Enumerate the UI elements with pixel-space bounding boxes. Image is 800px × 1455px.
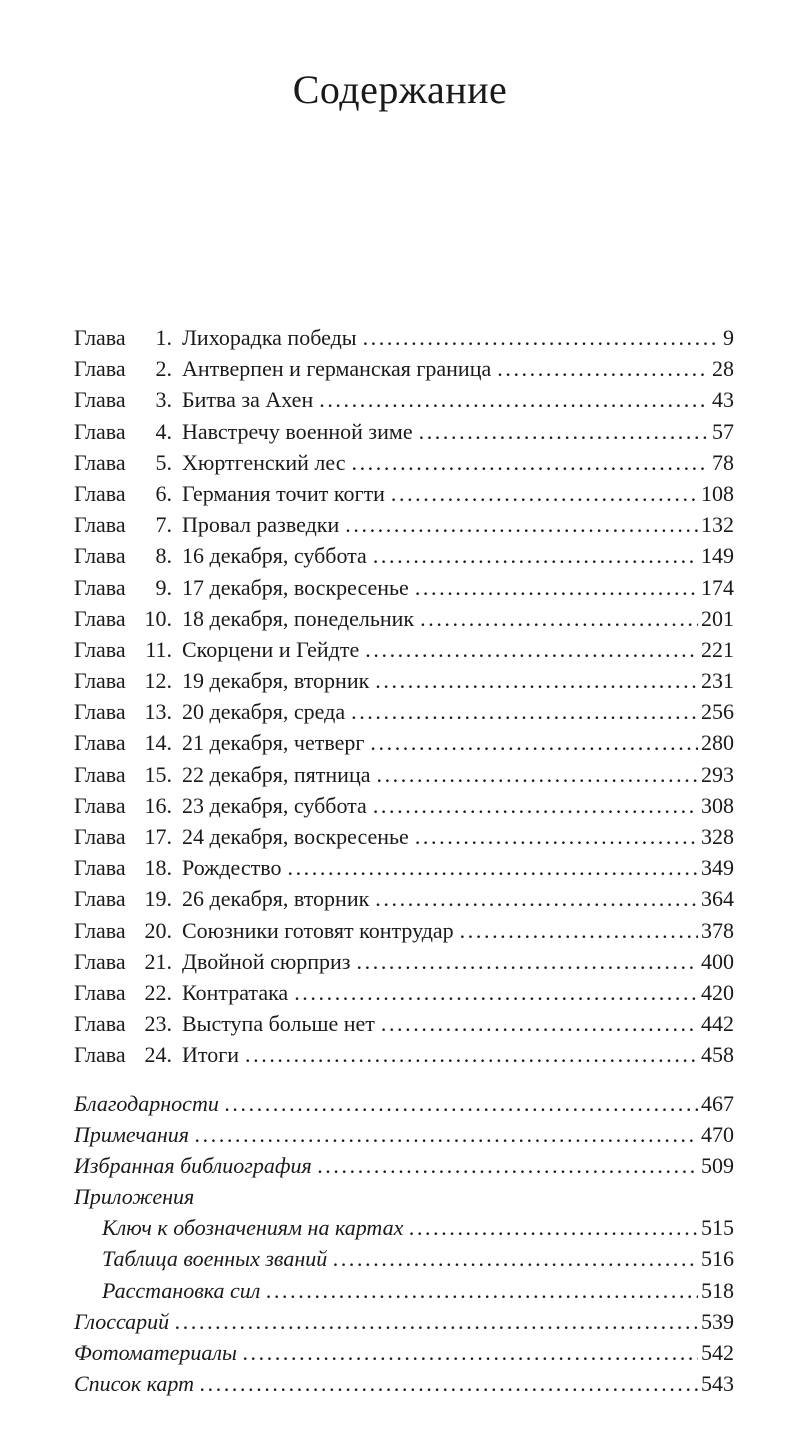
chapter-label: Глава <box>74 574 126 600</box>
page-number: 231 <box>701 668 734 694</box>
toc-entry[interactable] <box>74 759 734 790</box>
dot-leader <box>375 883 698 914</box>
chapter-title: Союзники готовят контрудар <box>182 917 454 943</box>
chapter-number: 14. <box>144 730 172 756</box>
toc-entry[interactable] <box>74 852 734 883</box>
dot-leader <box>294 977 698 1008</box>
dot-leader <box>460 915 698 946</box>
chapter-list <box>74 322 734 1071</box>
chapter-label: Глава <box>74 449 126 475</box>
chapter-label: Глава <box>74 979 126 1005</box>
chapter-title: 23 декабря, суббота <box>182 792 367 818</box>
page-number: 293 <box>701 761 734 787</box>
chapter-label: Глава <box>74 605 126 631</box>
page-number: 221 <box>701 636 734 662</box>
dot-leader <box>420 603 698 634</box>
toc-entry[interactable] <box>74 416 734 447</box>
chapter-title: 21 декабря, четверг <box>182 730 365 756</box>
page-number: 43 <box>712 387 734 413</box>
dot-leader <box>243 1337 698 1368</box>
toc-entry[interactable] <box>74 447 734 478</box>
chapter-title: Выступа больше нет <box>182 1011 375 1037</box>
chapter-label: Глава <box>74 356 126 382</box>
chapter-number: 17. <box>144 824 172 849</box>
dot-leader <box>365 634 698 665</box>
toc-entry[interactable] <box>74 1306 734 1337</box>
dot-leader <box>318 1150 698 1181</box>
page-number: 543 <box>701 1370 734 1396</box>
chapter-label: Глава <box>74 325 126 350</box>
toc-subentry[interactable] <box>74 1212 734 1243</box>
page-number: 470 <box>701 1122 734 1148</box>
chapter-title: 18 декабря, понедельник <box>182 605 415 631</box>
page-number: 78 <box>712 449 734 475</box>
dot-leader <box>200 1368 698 1399</box>
toc-entry[interactable] <box>74 946 734 977</box>
chapter-number: 5. <box>155 449 172 475</box>
toc-entry[interactable] <box>74 603 734 634</box>
page-number: 516 <box>701 1246 734 1272</box>
page-number: 308 <box>701 792 734 818</box>
page-title: Содержание <box>292 67 508 112</box>
entry-title: Ключ к обозначениям на картах <box>102 1215 404 1241</box>
chapter-title: Битва за Ахен <box>182 387 314 413</box>
page-number: 442 <box>701 1011 734 1037</box>
chapter-title: 20 декабря, среда <box>182 699 346 725</box>
toc-subentry[interactable] <box>74 1243 734 1274</box>
toc-entry[interactable] <box>74 509 734 540</box>
chapter-label: Глава <box>74 948 126 974</box>
chapter-title: 22 декабря, пятница <box>182 761 371 787</box>
entry-title: Примечания <box>74 1122 190 1148</box>
chapter-title: Итоги <box>182 1042 240 1068</box>
toc-entry[interactable] <box>74 1008 734 1039</box>
page-number: 132 <box>701 512 734 538</box>
chapter-title: Провал разведки <box>182 512 340 538</box>
toc-entry[interactable] <box>74 1337 734 1368</box>
toc-entry[interactable] <box>74 1119 734 1150</box>
chapter-number: 18. <box>144 855 172 881</box>
toc-subentry[interactable] <box>74 1275 734 1306</box>
dot-leader <box>319 384 709 415</box>
chapter-title: Двойной сюрприз <box>182 948 351 974</box>
chapter-number: 10. <box>144 605 172 631</box>
page-number: 378 <box>701 917 734 943</box>
toc-entry[interactable] <box>74 478 734 509</box>
toc-entry[interactable] <box>74 384 734 415</box>
entry-title: Приложения <box>74 1184 195 1210</box>
chapter-number: 24. <box>144 1042 172 1068</box>
chapter-number: 21. <box>144 948 172 974</box>
entry-title: Расстановка сил <box>102 1277 261 1303</box>
dot-leader <box>225 1088 698 1119</box>
dot-leader <box>375 665 698 696</box>
dot-leader <box>415 572 698 603</box>
toc-entry[interactable] <box>74 665 734 696</box>
chapter-number: 23. <box>144 1011 172 1037</box>
page-number: 515 <box>701 1215 734 1241</box>
dot-leader <box>370 727 698 758</box>
dot-leader <box>363 322 720 353</box>
chapter-label: Глава <box>74 917 126 943</box>
toc-entry[interactable] <box>74 634 734 665</box>
dot-leader <box>345 509 698 540</box>
chapter-number: 6. <box>155 480 172 506</box>
page-number: 9 <box>723 325 734 350</box>
chapter-number: 19. <box>144 886 172 912</box>
dot-leader <box>266 1275 698 1306</box>
chapter-label: Глава <box>74 1042 126 1068</box>
chapter-label: Глава <box>74 855 126 881</box>
chapter-label: Глава <box>74 886 126 912</box>
page-number: 280 <box>701 730 734 756</box>
page-number: 57 <box>712 418 734 444</box>
chapter-number: 4. <box>155 418 172 444</box>
chapter-number: 15. <box>144 761 172 787</box>
chapter-title: Контратака <box>182 979 289 1005</box>
toc-entry[interactable] <box>74 1368 734 1399</box>
dot-leader <box>419 416 709 447</box>
chapter-label: Глава <box>74 668 126 694</box>
entry-title: Избранная библиография <box>74 1153 312 1179</box>
toc-entry[interactable] <box>74 540 734 571</box>
dot-leader <box>351 696 698 727</box>
toc-entry[interactable] <box>74 727 734 758</box>
page-number: 364 <box>701 886 734 912</box>
dot-leader <box>391 478 698 509</box>
chapter-number: 2. <box>155 356 172 382</box>
page-number: 201 <box>701 605 734 631</box>
page-number: 458 <box>701 1042 734 1068</box>
dot-leader <box>497 353 709 384</box>
page-number: 328 <box>701 824 734 849</box>
page-number: 174 <box>701 574 734 600</box>
chapter-title: Рождество <box>182 855 282 881</box>
dot-leader <box>376 759 698 790</box>
page-number: 108 <box>701 480 734 506</box>
chapter-title: 17 декабря, воскресенье <box>182 574 409 600</box>
dot-leader <box>357 946 698 977</box>
page-number: 509 <box>701 1153 734 1179</box>
chapter-label: Глава <box>74 730 126 756</box>
dot-leader <box>287 852 698 883</box>
toc-entry[interactable] <box>74 915 734 946</box>
page-number: 349 <box>701 855 734 881</box>
chapter-title: Навстречу военной зиме <box>182 418 413 444</box>
chapter-label: Глава <box>74 387 126 413</box>
toc-entry[interactable] <box>74 883 734 914</box>
back-matter-list <box>74 1088 734 1399</box>
chapter-number: 9. <box>155 574 172 600</box>
chapter-label: Глава <box>74 543 126 569</box>
chapter-title: Лихорадка победы <box>182 325 357 350</box>
entry-title: Глоссарий <box>74 1308 170 1334</box>
page-number: 467 <box>701 1091 734 1116</box>
entry-title: Таблица военных званий <box>102 1246 328 1272</box>
chapter-label: Глава <box>74 512 126 538</box>
chapter-number: 11. <box>145 636 172 662</box>
page-number: 539 <box>701 1308 734 1334</box>
dot-leader <box>415 821 698 852</box>
page-number: 518 <box>701 1277 734 1303</box>
dot-leader <box>351 447 709 478</box>
dot-leader <box>245 1039 698 1070</box>
toc-entry[interactable] <box>74 353 734 384</box>
dot-leader <box>373 540 698 571</box>
chapter-number: 22. <box>144 979 172 1005</box>
chapter-number: 7. <box>155 512 172 538</box>
page-number: 149 <box>701 543 734 569</box>
chapter-title: 26 декабря, вторник <box>182 886 370 912</box>
chapter-title: 19 декабря, вторник <box>182 668 370 694</box>
chapter-number: 16. <box>144 792 172 818</box>
dot-leader <box>409 1212 698 1243</box>
chapter-title: 24 декабря, воскресенье <box>182 824 409 849</box>
chapter-number: 3. <box>155 387 172 413</box>
dot-leader <box>381 1008 698 1039</box>
toc-entry[interactable] <box>74 1088 734 1119</box>
entry-title: Список карт <box>74 1370 195 1396</box>
dot-leader <box>195 1119 698 1150</box>
toc-entry[interactable] <box>74 821 734 852</box>
chapter-title: Антверпен и германская граница <box>182 356 492 382</box>
toc-entry[interactable] <box>74 696 734 727</box>
entry-title: Фотоматериалы <box>74 1339 237 1365</box>
chapter-title: Германия точит когти <box>182 480 385 506</box>
chapter-label: Глава <box>74 636 126 662</box>
dot-leader <box>373 790 698 821</box>
chapter-number: 12. <box>144 668 172 694</box>
chapter-label: Глава <box>74 418 126 444</box>
toc-section-heading[interactable] <box>74 1181 734 1212</box>
page-number: 400 <box>701 948 734 974</box>
chapter-number: 8. <box>155 543 172 569</box>
toc-entry[interactable] <box>74 572 734 603</box>
chapter-title: 16 декабря, суббота <box>182 543 367 569</box>
chapter-label: Глава <box>74 699 126 725</box>
toc-entry[interactable] <box>74 322 734 353</box>
entry-title: Благодарности <box>74 1091 219 1116</box>
toc-entry[interactable] <box>74 790 734 821</box>
dot-leader <box>175 1306 698 1337</box>
toc-entry[interactable] <box>74 1039 734 1070</box>
page-number: 28 <box>712 356 734 382</box>
page-number: 542 <box>701 1339 734 1365</box>
chapter-number: 13. <box>144 699 172 725</box>
toc-entry[interactable] <box>74 1150 734 1181</box>
chapter-number: 20. <box>144 917 172 943</box>
chapter-label: Глава <box>74 792 126 818</box>
chapter-label: Глава <box>74 761 126 787</box>
chapter-label: Глава <box>74 480 126 506</box>
chapter-label: Глава <box>74 824 126 849</box>
page-number: 420 <box>701 979 734 1005</box>
toc-entry[interactable] <box>74 977 734 1008</box>
chapter-number: 1. <box>155 325 172 350</box>
page-number: 256 <box>701 699 734 725</box>
chapter-title: Хюртгенский лес <box>182 449 346 475</box>
dot-leader <box>333 1243 698 1274</box>
chapter-title: Скорцени и Гейдте <box>182 636 360 662</box>
chapter-label: Глава <box>74 1011 126 1037</box>
